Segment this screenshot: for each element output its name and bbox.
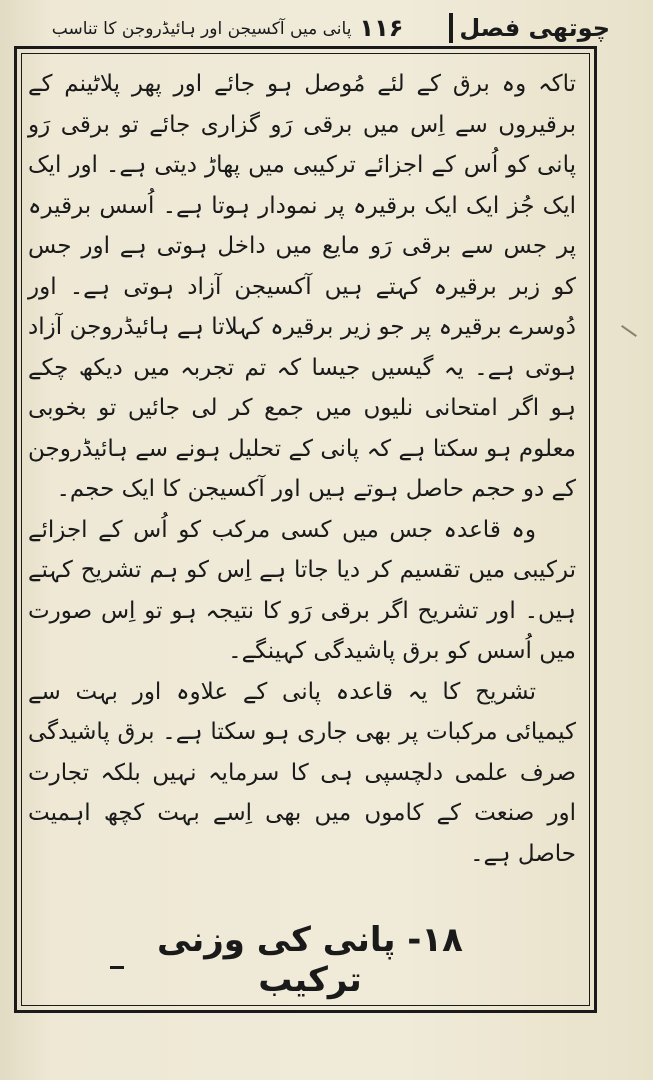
heading-dash [110,966,124,969]
page-header [20,10,630,46]
paragraph-2: وہ قاعدہ جس میں کسی مرکب کو اُس کے اجزائے ترکیبی میں تقسیم کر دیا جاتا ہے اِس کو ہم تشریح کہتے ہیں۔ اور تشریح اگر برقی رَو کا نتیجہ ہو تو اِس صورت میں اُسس کو برق پاشیدگی کہینگے۔ [28,516,576,664]
page-number: ۱۱۶ [359,14,404,42]
margin-mark [621,325,637,337]
section-heading: ۱۸- پانی کی وزنی ترکیب [157,920,463,1000]
header-divider [449,13,453,43]
running-title: پانی میں آکسیجن اور ہائیڈروجن کا تناسب [51,18,352,39]
chapter-title: چوتھی فصل [459,14,610,42]
body-text [28,64,576,874]
paragraph-3: تشریح کا یہ قاعدہ پانی کے علاوہ اور بہت سے کیمیائی مرکبات پر بھی جاری ہو سکتا ہے۔ برق پاشیدگی صرف علمی دلچسپی ہی کا سرمایہ نہیں بلکہ تجارت اور صنعت کے کاموں میں بھی اِسے بہت کچھ اہمیت حاصل ہے۔ [28,678,576,867]
paragraph-1: تاکہ وہ برق کے لئے مُوصل ہو جائے اور پھر پلاٹینم کے برقیروں سے اِس میں برقی رَو گزاری جائے تو برقی رَو پانی کو اُس کے اجزائے ترکیبی میں پھاڑ دیتی ہے۔ اور ایک ایک جُز ایک ایک برقیرہ پر نمودار ہوتا ہے۔ اُسس برقیرہ پر جس سے برقی رَو مایع میں داخل ہوتی ہے اور جس کو زبر برقیرہ کہتے ہیں آکسیجن آزاد ہوتی ہے۔ اور دُوسرے برقیرہ پر جو زیر برقیرہ کہلاتا ہے ہائیڈروجن آزاد ہوتی ہے۔ یہ گیسیں جیسا کہ تم تجربہ میں دیکھ چکے ہو اگر امتحانی نلیوں میں جمع کر لی جائیں تو بخوبی معلوم ہو سکتا ہے کہ پانی کے تحلیل ہونے سے ہائیڈروجن کے دو حجم حاصل ہوتے ہیں اور آکسیجن کا ایک حجم۔ [28,71,576,502]
